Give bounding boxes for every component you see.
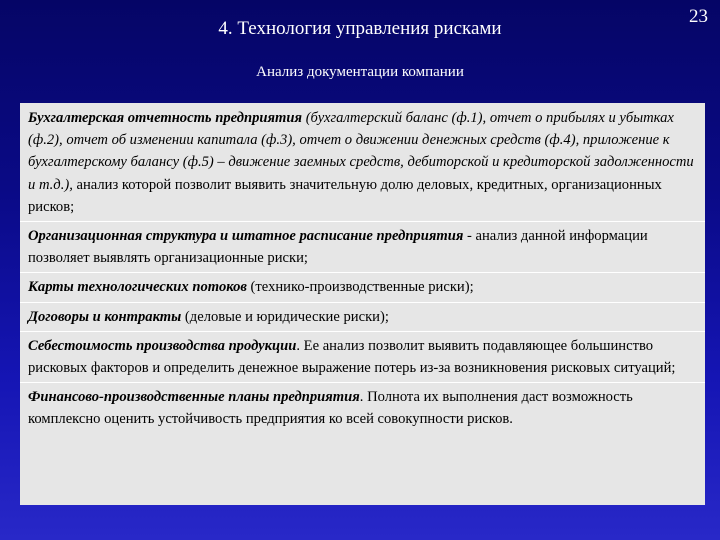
- forms-list: (бухгалтерский баланс (ф.1), отчет о прибылях и убытках (ф.2), отчет об изменении капитала (ф.3), отчет о движении денежных средств (ф.4), приложение к бухгалтерскому балансу (ф.5) – движение заемных средств, дебиторской и кредиторской задолженности и т.д.),: [28, 110, 694, 193]
- term-accounting-reports: Бухгалтерская отчетность предприятия: [28, 110, 303, 126]
- slide-number: 23: [689, 6, 708, 27]
- paragraph-financial-plans: [28, 386, 697, 430]
- term-financial-plans: Финансово-производственные планы предприятия: [28, 389, 360, 406]
- paragraph-text: (технико-производственные риски);: [246, 279, 474, 296]
- paragraph-production-cost: [28, 335, 697, 379]
- paragraph-text: . Полнота их выполнения даст возможность комплексно оценить устойчивость предприятия ко всей совокупности рисков.: [28, 389, 633, 428]
- term-contracts: Договоры и контракты: [28, 308, 182, 325]
- divider: [20, 272, 705, 273]
- paragraph-org-structure: [28, 225, 697, 269]
- term-org-structure: Организационная структура и штатное расписание предприятия: [28, 228, 464, 245]
- paragraph-tech-flows: [28, 276, 697, 298]
- paragraph-accounting-reports: [28, 107, 697, 218]
- paragraph-text: - анализ данной информации позволяет выявлять организационные риски;: [28, 228, 648, 267]
- content-box: [20, 103, 705, 505]
- term-tech-flows: Карты технологических потоков: [28, 279, 247, 296]
- divider: [20, 221, 705, 222]
- divider: [20, 382, 705, 383]
- paragraph-text: (деловые и юридические риски);: [181, 308, 389, 325]
- slide-subtitle: Анализ документации компании: [256, 64, 464, 80]
- paragraph-text: анализ которой позволит выявить значительную долю деловых, кредитных, организационных рисков;: [28, 176, 662, 215]
- paragraph-contracts: [28, 306, 697, 328]
- slide-title: 4. Технология управления рисками: [218, 18, 502, 39]
- term-production-cost: Себестоимость производства продукции: [28, 337, 297, 354]
- divider: [20, 302, 705, 303]
- divider: [20, 331, 705, 332]
- paragraph-text: . Ее анализ позволит выявить подавляющее большинство рисковых факторов и определить денежное выражение потерь из-за возникновения рисковых ситуаций;: [28, 337, 676, 377]
